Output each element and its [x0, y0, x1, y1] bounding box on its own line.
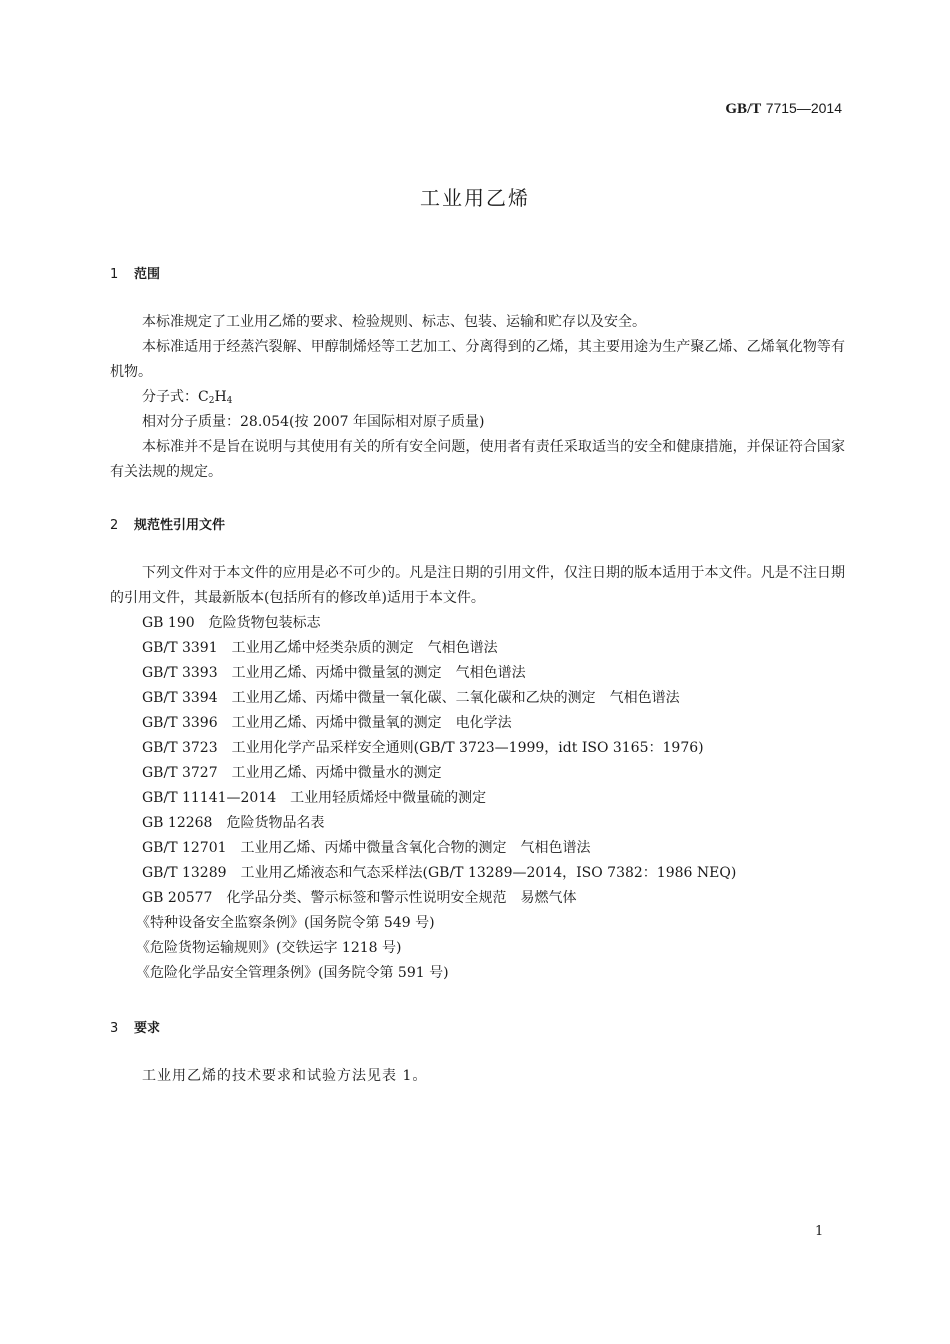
section-title: 规范性引用文件: [134, 518, 226, 533]
reference-item: GB/T 3393 工业用乙烯、丙烯中微量氢的测定 气相色谱法: [142, 665, 526, 681]
molecular-formula: 分子式：$C_2H_4$: [142, 389, 233, 406]
reference-item: GB/T 3727 工业用乙烯、丙烯中微量水的测定: [142, 765, 442, 781]
regulation-item: 《危险货物运输规则》(交铁运字 1218 号): [136, 940, 402, 956]
section-2-heading: [110, 514, 225, 533]
section-title: 要求: [134, 1021, 161, 1036]
regulation-item: 《危险化学品安全管理条例》(国务院令第 591 号): [136, 965, 449, 981]
document-title: 工业用乙烯: [420, 186, 530, 210]
reference-item: GB/T 13289 工业用乙烯液态和气态采样法(GB/T 13289—2014，ISO 7382：1986 NEQ): [142, 865, 737, 881]
section-number: 3: [110, 1021, 119, 1036]
regulation-item: 《特种设备安全监察条例》(国务院令第 549 号): [136, 915, 435, 931]
section-number: 2: [110, 518, 119, 533]
paragraph: 本标准并不是旨在说明与其使用有关的所有安全问题，使用者有责任采取适当的安全和健康措施，并保证符合国家有关法规的规定。: [110, 439, 845, 480]
standard-number: [725, 100, 842, 118]
reference-item: GB/T 3396 工业用乙烯、丙烯中微量氧的测定 电化学法: [142, 715, 512, 731]
molecular-mass: 相对分子质量：28.054(按 2007 年国际相对原子质量): [142, 414, 485, 430]
reference-item: GB/T 3394 工业用乙烯、丙烯中微量一氧化碳、二氧化碳和乙炔的测定 气相色谱法: [142, 690, 680, 706]
paragraph: 本标准规定了工业用乙烯的要求、检验规则、标志、包装、运输和贮存以及安全。: [142, 314, 646, 330]
section-number: 1: [110, 267, 119, 282]
paragraph: 本标准适用于经蒸汽裂解、甲醇制烯烃等工艺加工、分离得到的乙烯，其主要用途为生产聚乙烯、乙烯氧化物等有机物。: [110, 339, 845, 380]
reference-item: GB 190 危险货物包装标志: [142, 615, 321, 631]
paragraph: 工业用乙烯的技术要求和试验方法见表 1。: [142, 1068, 428, 1084]
page-number: 1: [815, 1224, 824, 1239]
reference-item: GB/T 11141—2014 工业用轻质烯烃中微量硫的测定: [142, 790, 487, 806]
reference-item: GB/T 3723 工业用化学产品采样安全通则(GB/T 3723—1999，idt ISO 3165：1976): [142, 740, 704, 756]
paragraph: 下列文件对于本文件的应用是必不可少的。凡是注日期的引用文件，仅注日期的版本适用于本文件。凡是不注日期的引用文件，其最新版本(包括所有的修改单)适用于本文件。: [110, 565, 845, 606]
section-3-heading: [110, 1017, 160, 1036]
standard-prefix: GB/T: [725, 101, 762, 117]
section-title: 范围: [134, 267, 161, 282]
reference-item: GB/T 12701 工业用乙烯、丙烯中微量含氧化合物的测定 气相色谱法: [142, 840, 591, 856]
reference-item: GB 12268 危险货物品名表: [142, 815, 325, 831]
reference-item: GB 20577 化学品分类、警示标签和警示性说明安全规范 易燃气体: [142, 890, 577, 906]
reference-item: GB/T 3391 工业用乙烯中烃类杂质的测定 气相色谱法: [142, 640, 498, 656]
standard-code: 7715—2014: [765, 100, 842, 116]
section-1-heading: [110, 263, 160, 282]
